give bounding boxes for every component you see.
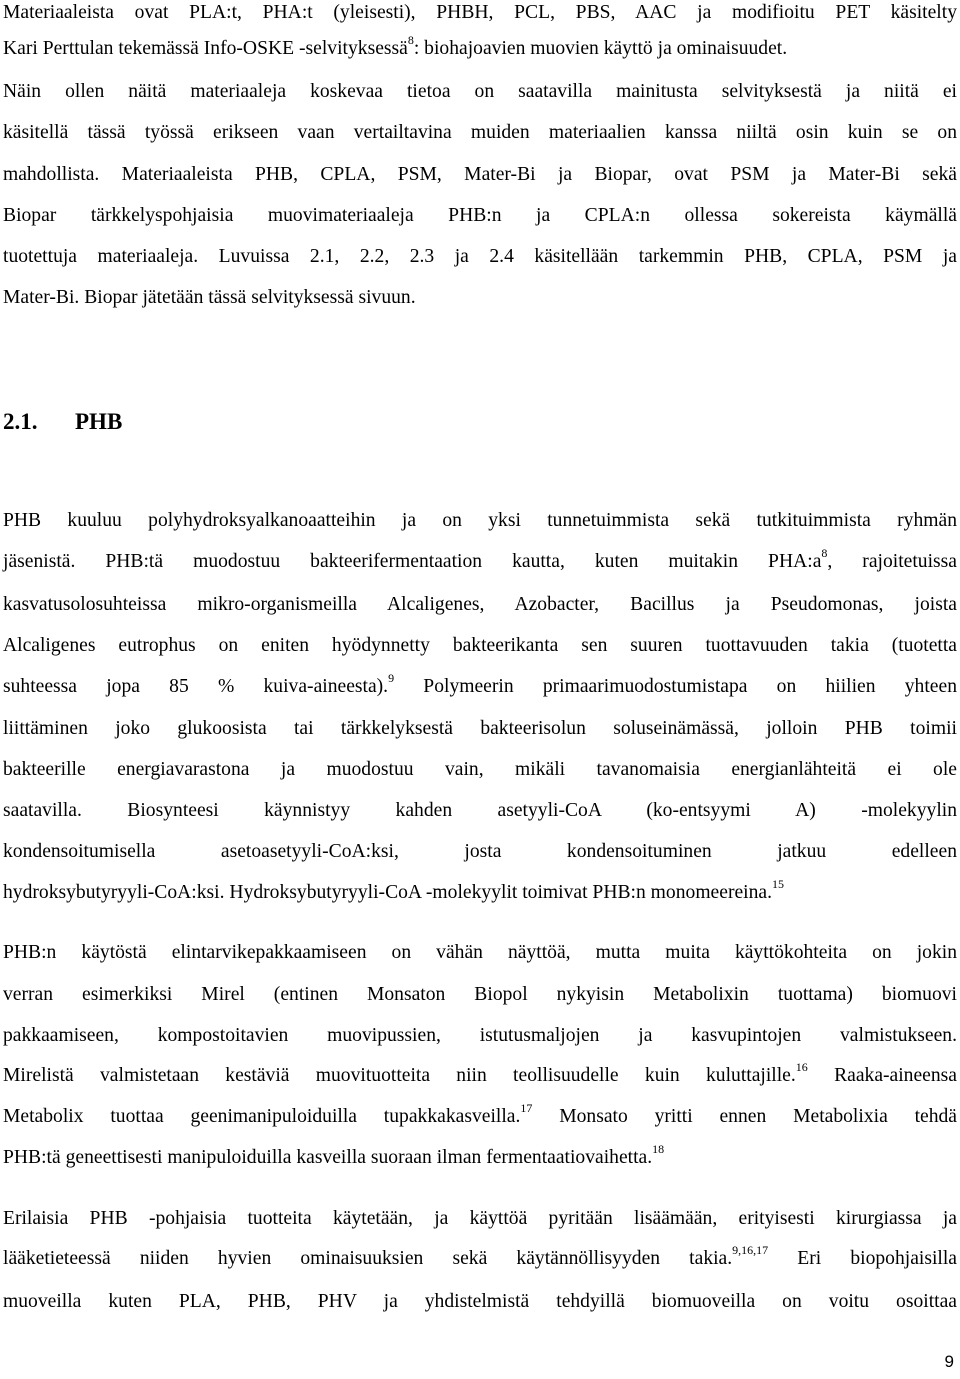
text-span: kasvatusolosuhteissa mikro-organismeilla Alcaligenes, Azobacter, Bacillus ja Pseudomonas, joista [3, 594, 957, 615]
text-line [3, 671, 957, 699]
text-line [3, 163, 957, 187]
text-line [3, 1243, 957, 1271]
text-line [3, 80, 957, 104]
text-line [3, 204, 957, 228]
text-span: Raaka-aineensa [807, 1065, 957, 1086]
text-span: pakkaamiseen, kompostoitavien muovipussien, istutusmaljojen ja kasvupintojen valmistukseen. [3, 1025, 957, 1046]
text-line [3, 1207, 957, 1231]
text-span: : biohajoavien muovien käyttö ja ominaisuudet. [413, 38, 788, 59]
footnote-ref: 18 [652, 1142, 665, 1157]
text-span: käsitellä tässä työssä erikseen vaan vertailtavina muiden materiaalien kanssa niiltä osin kuin se on [3, 122, 957, 143]
text-line [3, 286, 957, 310]
text-span: Alcaligenes eutrophus on eniten hyödynnetty bakteerikanta sen suuren tuottavuuden takia (tuotetta [3, 635, 957, 656]
text-span: , rajoitetuissa [827, 551, 957, 572]
text-span: PHB:n käytöstä elintarvikepakkaamiseen on vähän näyttöä, mutta muita käyttökohteita on jokin [3, 942, 957, 963]
text-line [3, 1, 957, 25]
text-span: bakteerille energiavarastona ja muodostuu vain, mikäli tavanomaisia energianlähteitä ei ole [3, 759, 957, 780]
text-span: Mater-Bi. Biopar jätetään tässä selvityksessä sivuun. [3, 287, 416, 308]
text-span: mahdollista. Materiaaleista PHB, CPLA, PSM, Mater-Bi ja Biopar, ovat PSM ja Mater-Bi sekä [3, 164, 957, 185]
text-line [3, 799, 957, 823]
footnote-ref: 8 [407, 33, 414, 48]
section-title: PHB [75, 409, 123, 434]
footnote-ref: 16 [795, 1060, 808, 1075]
footnote-ref: 17 [520, 1101, 533, 1116]
footnote-ref: 15 [772, 877, 785, 892]
section-number: 2.1. [3, 409, 38, 434]
text-line [3, 983, 957, 1007]
text-line [3, 245, 957, 269]
text-span: PHB kuuluu polyhydroksyalkanoaatteihin ja on yksi tunnetuimmista sekä tutkituimmista ryhmän [3, 510, 957, 531]
text-line [3, 634, 957, 658]
text-line [3, 1142, 957, 1170]
text-line [3, 840, 957, 864]
text-line [3, 593, 957, 617]
footnote-ref: 9 [388, 671, 395, 686]
text-span: PHB:tä geneettisesti manipuloiduilla kasveilla suoraan ilman fermentaatiovaihetta. [3, 1147, 653, 1168]
text-span: Materiaaleista ovat PLA:t, PHA:t (yleisesti), PHBH, PCL, PBS, AAC ja modifioitu PET käsitelty [3, 2, 957, 23]
text-span: jäsenistä. PHB:tä muodostuu bakteerifermentaation kautta, kuten muitakin PHA:a [3, 551, 822, 572]
text-span: Metabolix tuottaa geenimanipuloiduilla tupakkakasveilla. [3, 1106, 521, 1127]
text-span: suhteessa jopa 85 % kuiva-aineesta). [3, 676, 389, 697]
text-line [3, 1290, 957, 1314]
footnote-ref: 9,16,17 [732, 1243, 769, 1258]
text-span: hydroksybutyryyli-CoA:ksi. Hydroksybutyryyli-CoA -molekyylit toimivat PHB:n monomeereina. [3, 882, 773, 903]
text-span: liittäminen joko glukoosista tai tärkkelyksestä bakteerisolun soluseinämässä, jolloin PHB toimii [3, 718, 957, 739]
text-span: saatavilla. Biosynteesi käynnistyy kahden asetyyli-CoA (ko-entsyymi A) -molekyylin [3, 800, 957, 821]
text-line [3, 121, 957, 145]
text-span: Monsato yritti ennen Metabolixia tehdä [532, 1106, 958, 1127]
text-span: Biopar tärkkelyspohjaisia muovimateriaaleja PHB:n ja CPLA:n ollessa sokereista käymällä [3, 205, 957, 226]
text-span: Erilaisia PHB -pohjaisia tuotteita käytetään, ja käyttöä pyritään lisäämään, erityisesti kirurgiassa ja [3, 1208, 957, 1229]
text-span: Näin ollen näitä materiaaleja koskevaa tietoa on saatavilla mainitusta selvityksestä ja niitä ei [3, 81, 957, 102]
text-span: Mirelistä valmistetaan kestäviä muovituotteita niin teollisuudelle kuin kuluttajille. [3, 1065, 796, 1086]
text-span: kondensoitumisella asetoasetyyli-CoA:ksi, josta kondensoituminen jatkuu edelleen [3, 841, 957, 862]
text-line [3, 509, 957, 533]
section-heading [3, 408, 122, 436]
footnote-ref: 8 [821, 546, 828, 561]
text-span: Kari Perttulan tekemässä Info-OSKE -selvityksessä [3, 38, 408, 59]
text-line [3, 1024, 957, 1048]
page-number: 9 [944, 1352, 954, 1371]
text-span: muoveilla kuten PLA, PHB, PHV ja yhdistelmistä tehdyillä biomuoveilla on voitu osoittaa [3, 1291, 957, 1312]
text-line [3, 546, 957, 574]
text-span: Polymeerin primaarimuodostumistapa on hiilien yhteen [394, 676, 957, 697]
text-line [3, 717, 957, 741]
text-line [3, 877, 957, 905]
text-line [3, 1060, 957, 1088]
text-line [3, 758, 957, 782]
text-span: verran esimerkiksi Mirel (entinen Monsaton Biopol nykyisin Metabolixin tuottama) biomuovi [3, 984, 957, 1005]
text-span: lääketieteessä niiden hyvien ominaisuuksien sekä käytännöllisyyden takia. [3, 1248, 733, 1269]
text-line [3, 941, 957, 965]
text-line [3, 33, 957, 61]
text-span: tuotettuja materiaaleja. Luvuissa 2.1, 2.2, 2.3 ja 2.4 käsitellään tarkemmin PHB, CPLA, PSM ja [3, 246, 957, 267]
text-span: Eri biopohjaisilla [768, 1248, 957, 1269]
text-line [3, 1101, 958, 1129]
